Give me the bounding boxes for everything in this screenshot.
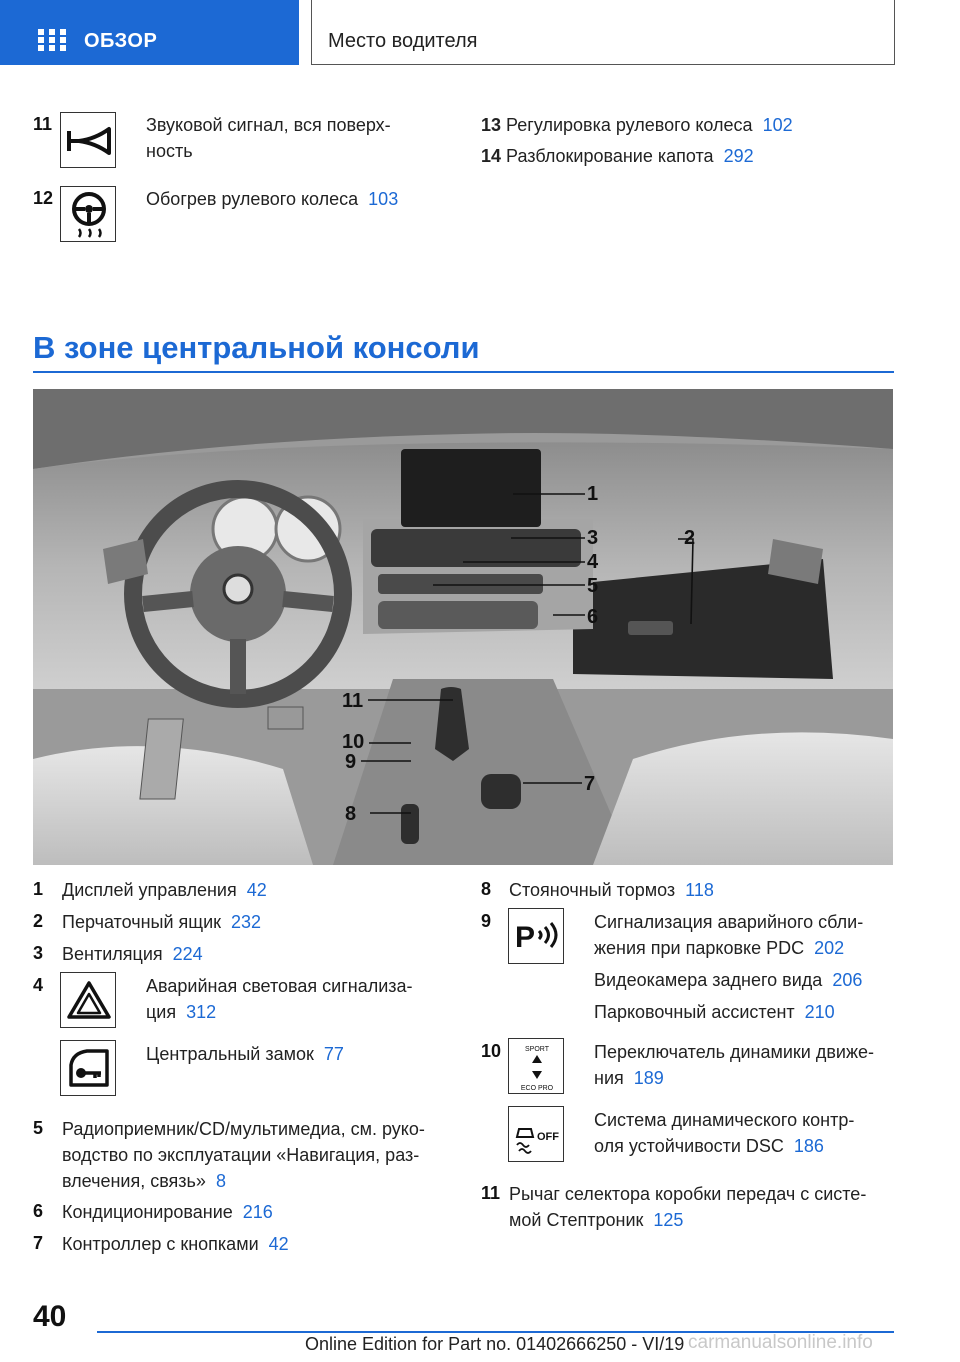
- callout-6: 6: [587, 606, 599, 628]
- item-text: Радиоприемник/CD/мультимедиа, см. руко- водство по эксплуатации «Навигация, раз- влечения, связь» 8: [62, 1119, 425, 1191]
- page-link[interactable]: 189: [633, 1068, 664, 1088]
- callout-10: 10: [342, 731, 365, 753]
- callout-4: 4: [587, 551, 599, 573]
- item-number: 1: [33, 879, 44, 899]
- item-number: 6: [33, 1201, 44, 1221]
- page-link[interactable]: 232: [231, 912, 262, 932]
- page-link[interactable]: 224: [172, 944, 203, 964]
- item-text: 13 Регулировка рулевого колеса 102: [481, 115, 793, 135]
- page-link[interactable]: 210: [804, 1002, 835, 1022]
- page-link[interactable]: 8: [215, 1171, 226, 1191]
- watermark: carmanualsonline.info: [688, 1332, 873, 1353]
- item-number: 9: [481, 911, 492, 931]
- cockpit-photo: [33, 389, 893, 865]
- page-number: 40: [33, 1300, 67, 1333]
- item-number: 8: [481, 879, 492, 899]
- item-number: 10: [481, 1041, 502, 1061]
- item-text: Перчаточный ящик 232: [62, 912, 262, 932]
- callout-11: 11: [342, 690, 364, 712]
- page-link[interactable]: 125: [653, 1210, 684, 1230]
- callout-8: 8: [345, 803, 357, 825]
- item-number: 12: [33, 188, 54, 208]
- item-text: Рычаг селектора коробки передач с систе- мой Стептроник 125: [509, 1184, 867, 1230]
- section-divider: [33, 371, 894, 373]
- grid-menu-icon: [38, 29, 66, 51]
- item-text: Звуковой сигнал, вся поверх- ность: [146, 115, 391, 161]
- horn-icon: [60, 112, 116, 168]
- overview-tab-label: ОБЗОР: [84, 30, 158, 52]
- callout-2: 2: [684, 527, 696, 549]
- callout-1: 1: [587, 483, 599, 505]
- page-link[interactable]: 202: [814, 938, 845, 958]
- item-text: Контроллер с кнопками 42: [62, 1234, 289, 1254]
- item-text: Видеокамера заднего вида 206: [594, 970, 863, 990]
- item-text: Стояночный тормоз 118: [509, 880, 714, 900]
- svg-text:P: P: [515, 921, 536, 954]
- page-link[interactable]: 292: [723, 146, 754, 166]
- callout-7: 7: [584, 773, 596, 795]
- callout-5: 5: [587, 575, 599, 597]
- page-link[interactable]: 42: [268, 1234, 289, 1254]
- svg-text:SPORT: SPORT: [525, 1046, 549, 1053]
- page-link[interactable]: 312: [186, 1002, 217, 1022]
- item-text: Дисплей управления 42: [62, 880, 267, 900]
- section-title: В зоне центральной консоли: [33, 330, 480, 365]
- page-link[interactable]: 206: [832, 970, 863, 990]
- page-link[interactable]: 186: [793, 1136, 824, 1156]
- page-link[interactable]: 42: [246, 880, 267, 900]
- page-link[interactable]: 216: [242, 1202, 273, 1222]
- page-link[interactable]: 118: [685, 880, 714, 900]
- chapter-title: Место водителя: [328, 30, 478, 52]
- item-number: 3: [33, 943, 44, 963]
- central-lock-icon: [60, 1040, 116, 1096]
- item-text: Переключатель динамики движе- ния 189: [594, 1042, 875, 1088]
- item-text: Система динамического контр- оля устойчивости DSC 186: [594, 1110, 855, 1156]
- item-text: Парковочный ассистент 210: [594, 1002, 835, 1022]
- page-link[interactable]: 103: [368, 189, 399, 209]
- chapter-header: [311, 0, 895, 65]
- item-text: Обогрев рулевого колеса 103: [146, 189, 399, 209]
- item-number: 2: [33, 911, 44, 931]
- pdc-parking-icon: [508, 908, 564, 964]
- item-number: 5: [33, 1118, 44, 1138]
- item-text: Сигнализация аварийного сбли- жения при парковке PDC 202: [594, 912, 864, 958]
- svg-text:OFF: OFF: [537, 1131, 559, 1143]
- page-link[interactable]: 77: [323, 1044, 344, 1064]
- item-number: 11: [481, 1183, 501, 1203]
- heated-steering-wheel-icon: [60, 186, 116, 242]
- item-text: 14 Разблокирование капота 292: [481, 146, 754, 166]
- item-number: 7: [33, 1233, 44, 1253]
- hazard-warning-icon: [60, 972, 116, 1028]
- callout-3: 3: [587, 527, 599, 549]
- dsc-off-icon: [508, 1106, 564, 1162]
- item-text: Аварийная световая сигнализа- ция 312: [146, 976, 413, 1022]
- item-text: Кондиционирование 216: [62, 1202, 273, 1222]
- item-number: 11: [33, 114, 53, 134]
- edition-text: Online Edition for Part no. 01402666250 - VI/19: [305, 1334, 685, 1354]
- driving-dynamics-switch-icon: [508, 1038, 564, 1094]
- page-link[interactable]: 102: [762, 115, 793, 135]
- callout-9: 9: [345, 751, 357, 773]
- item-text: Центральный замок 77: [146, 1044, 344, 1064]
- item-number: 4: [33, 975, 44, 995]
- overview-tab[interactable]: [0, 0, 299, 65]
- item-text: Вентиляция 224: [62, 944, 203, 964]
- svg-text:ECO PRO: ECO PRO: [520, 1085, 554, 1092]
